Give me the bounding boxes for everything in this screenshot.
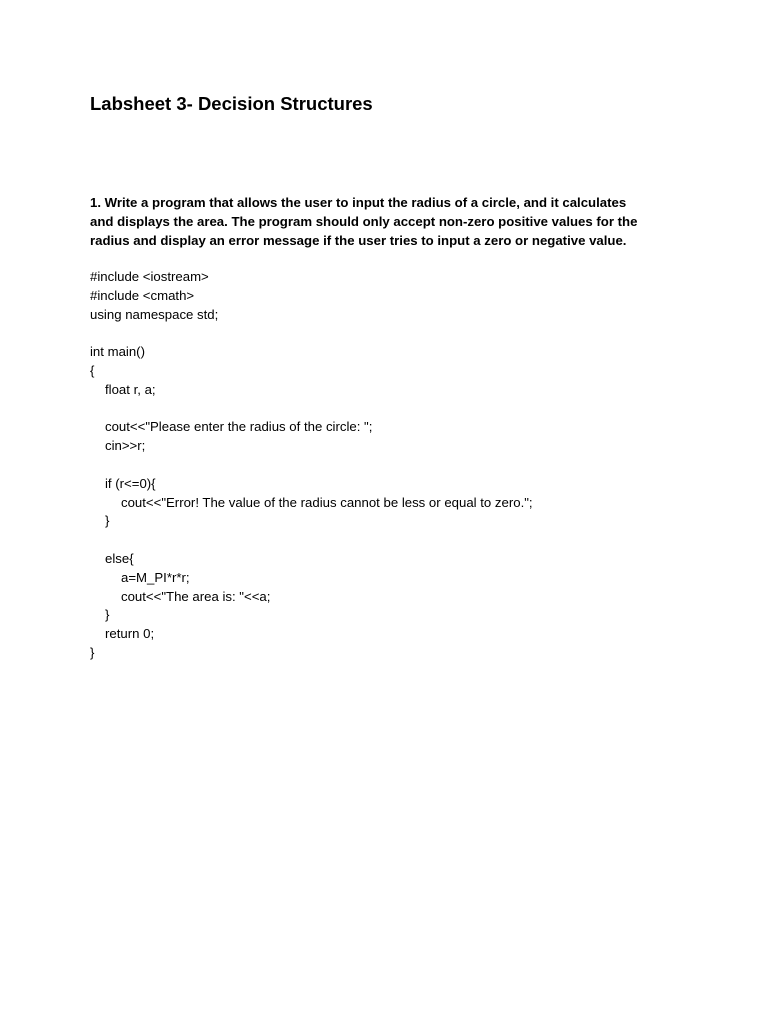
code-line: cout<<"Error! The value of the radius cannot be less or equal to zero."; xyxy=(121,494,533,510)
page-title: Labsheet 3- Decision Structures xyxy=(90,93,373,114)
code-line xyxy=(90,400,533,419)
question-line: 1. Write a program that allows the user to input the radius of a circle, and it calculates xyxy=(90,195,627,210)
code-line xyxy=(90,531,533,550)
question-text xyxy=(90,193,690,250)
question-line: and displays the area. The program should only accept non-zero positive values for the xyxy=(90,214,638,229)
code-line: { xyxy=(90,362,95,378)
code-line: } xyxy=(90,644,95,660)
code-line: cout<<"Please enter the radius of the circle: "; xyxy=(105,419,373,435)
code-line: int main() xyxy=(90,344,145,360)
question-line: radius and display an error message if the user tries to input a zero or negative value. xyxy=(90,233,627,248)
code-line xyxy=(90,324,533,343)
code-line: cin>>r; xyxy=(105,438,146,454)
code-line: float r, a; xyxy=(105,381,156,397)
code-line: return 0; xyxy=(105,626,155,642)
code-line: } xyxy=(105,513,110,529)
code-line: } xyxy=(105,607,110,623)
code-line: using namespace std; xyxy=(90,306,219,322)
code-line: if (r<=0){ xyxy=(105,475,156,491)
code-line xyxy=(90,456,533,475)
code-line: a=M_PI*r*r; xyxy=(121,569,190,585)
code-block xyxy=(90,268,533,663)
code-line: else{ xyxy=(105,550,134,566)
code-line: #include <cmath> xyxy=(90,287,195,303)
code-line: #include <iostream> xyxy=(90,269,209,284)
code-line: cout<<"The area is: "<<a; xyxy=(121,588,271,604)
